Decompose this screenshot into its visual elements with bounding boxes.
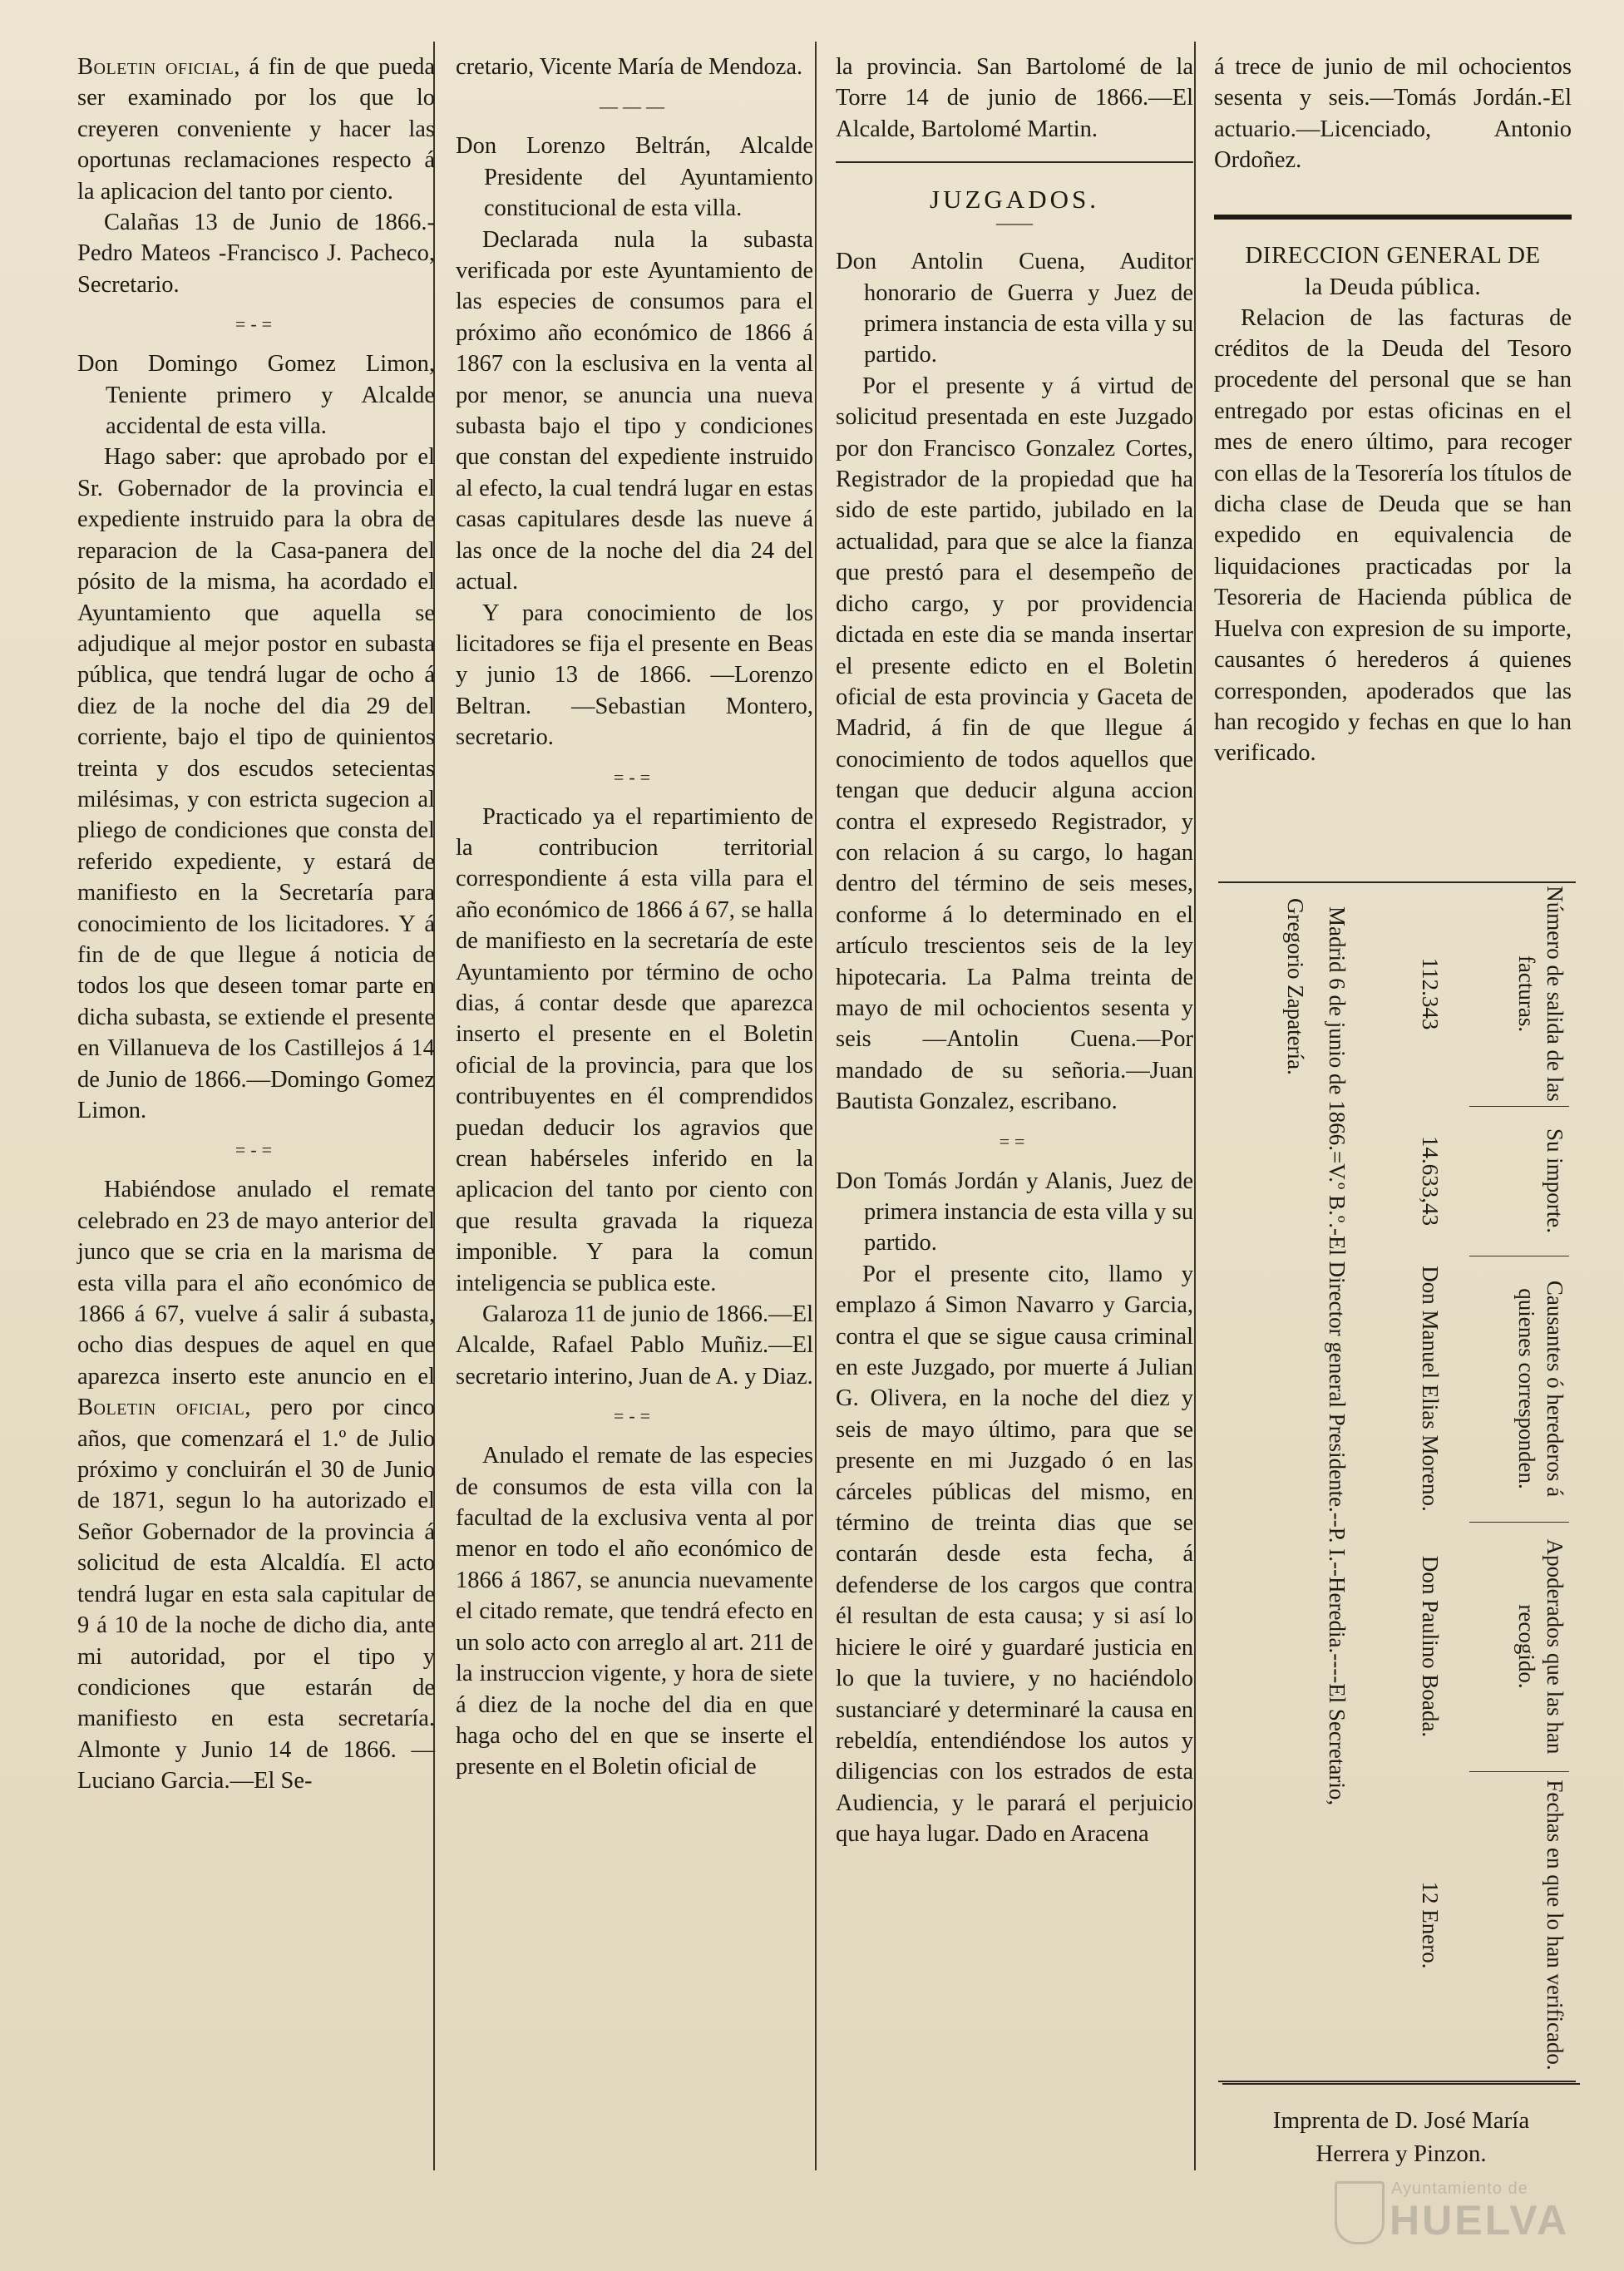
article-text: Practicado ya el repartimiento de la contribucion territorial correspondiente á esta villa para el año económico de 1866 á 67, se halla de manifiesto en la secretaría de este Ayuntamiento por término de ocho dias, á contar desde que aparezca inserto el presente en el Boletin oficial de la provincia, para que los contribuyentes en él comprendidos puedan deducir los agravios que crean habérseles inferido en la aplicacion del tanto por ciento con que resulta gravada la riqueza imponible. Y para la comun inteligencia se publica este. [456,803,813,1296]
separator: == [999,1130,1030,1152]
printer-imprint [1222,2104,1580,2170]
article-text: cretario, Vicente María de Mendoza. [456,54,803,80]
article-text: Habiéndose anulado el remate celebrado en 23 de mayo anterior del junco que se cria en la marisma de esta villa para el año económico de 1866 á 67, vuelve á salir á subasta, ocho dias despues de aquel en que aparezca inserto este anuncio en el [77,1177,435,1390]
column-2 [456,52,813,1783]
watermark-main-text: HUELVA [1390,2197,1570,2244]
section-subheading: la Deuda pública. [1304,273,1482,300]
separator: =-= [234,313,278,335]
boletin-oficial-label: Boletin oficial [77,1395,245,1421]
table-header-fechas: Fechas en que lo han verificado. [1543,1780,1567,2071]
table-cell-fecha: 12 Enero. [1418,1881,1443,1969]
separator: =-= [234,1139,278,1161]
table-cell-importe: 14.633,43 [1418,1136,1443,1226]
divider [1222,2083,1580,2085]
facturas-table [1218,881,1576,2079]
article-heading: Don Tomás Jordán y Alanis, Juez de primera instancia de esta villa y su partido. [836,1168,1193,1256]
article-text: Por el presente y á virtud de solicitud presentada en este Juzgado por don Francisco Gonzalez Cortes, Registrador de la propiedad que ha sido de este partido, jubilado en la actualidad, para que se alce la fianza que prestó para el desempeño de dicho cargo, y por providencia dictada en este dia se manda insertar el presente edicto en el Boletin oficial de esta provincia y Gaceta de Madrid, á fin de que llegue á conocimiento de todos aquellos que tengan que deducir alguna accion contra el expresedo Registrador, y con relacion á su cargo, lo hagan dentro del término de seis meses, conforme á lo determinado en el artículo trescientos seis de la ley hipotecaria. La Palma treinta de mayo de mil ochocientos sesenta y seis —Antolin Cuena.—Por mandado de su señoria.—Juan Bautista Gonzalez, escribano. [836,373,1193,1115]
table-header-causantes: Causantes ó herederos á quienes corresponden. [1469,1256,1569,1523]
column-4 [1214,52,1572,769]
column-1 [77,52,435,1797]
divider [836,161,1193,163]
article-text: Y para conocimiento de los licitadores se fija el presente en Beas y junio 13 de 1866. —Lorenzo Beltran. —Sebastian Montero, secretario. [456,600,813,751]
article-signature: Galaroza 11 de junio de 1866.—El Alcalde, Rafael Pablo Muñiz.—El secretario interino, Juan de A. y Diaz. [456,1301,813,1390]
article-text: , pero por cinco años, que comenzará el 1.º de Julio próximo y concluirán el 30 de Junio de 1871, segun lo ha autorizado el Señor Gobernador de la provincia á solicitud de esta Alcaldía. El acto tendrá lugar en esta sala capitular de 9 á 10 de la noche de dicho dia, ante mi autoridad, por el tipo y condiciones que estarán de manifiesto en esta secretaría. Almonte y Junio 14 de 1866. —Luciano Garcia.—El Se- [77,1395,435,1795]
section-heading-juzgados: JUZGADOS. [930,185,1099,215]
imprint-line: Herrera y Pinzon. [1315,2140,1487,2167]
article-text: Por el presente cito, llamo y emplazo á Simon Navarro y Garcia, contra el que se sigue causa criminal en este Juzgado, por muerte á Julian G. Olivera, en la noche del diez y seis de mayo último, para que se presente en mi Juzgado ó en las cárceles públicas del mismo, en término de treinta dias que se contarán desde esta fecha, á defenderse de los cargos que contra él resultan de esta causa; y si así lo hiciere le oiré y guardaré justicia en lo que la tuviere, y no haciéndolo sustanciaré y determinaré la causa en rebeldía, entendiéndose los autos y diligencias con los estrados de esta Audiencia, y le parará el perjuicio que haya lugar. Dado en Aracena [836,1261,1193,1848]
article-heading: Don Antolin Cuena, Auditor honorario de Guerra y Juez de primera instancia de esta villa y su partido. [836,249,1193,368]
article-heading: Don Domingo Gomez Limon, Teniente primero y Alcalde accidental de esta villa. [77,351,435,440]
separator: =-= [613,1405,656,1427]
article-calanas [77,52,435,207]
table-cell-numero: 112.343 [1418,957,1443,1030]
coat-of-arms-icon [1335,2181,1385,2244]
table-header-apoderados: Apoderados que las han recogido. [1469,1522,1569,1772]
article-text: Anulado el remate de las especies de consumos de esta villa con la facultad de la exclusiva venta al por menor en todo el año económico de 1866 á 1867, se anuncia nuevamente el citado remate, que tendrá efecto en un solo acto con arreglo al art. 211 de la instruccion vigente, y hora de siete á diez de la noche del dia en que haga ocho del en que se inserte el presente en el Boletin oficial de [456,1443,813,1780]
article-text: Relacion de las facturas de créditos de la Deuda del Tesoro procedente del personal que se han entregado por estas oficinas en el mes de enero último, para recoger con ellas de la Tesorería los títulos de dicha clase de Deuda que se han expedido en equivalencia de liquidaciones practicadas por la Tesoreria de Hacienda pública de Huelva con expresion de su importe, causantes ó herederos á quienes corresponden, apoderados que las han recogido y fechas en que lo han verificado. [1214,304,1572,767]
imprint-line: Imprenta de D. José María [1272,2107,1530,2134]
article-signature: Calañas 13 de Junio de 1866.-Pedro Mateos -Francisco J. Pacheco, Secretario. [77,210,435,298]
article-text: á trece de junio de mil ochocientos sesenta y seis.—Tomás Jordán.-El actuario.—Licenciado, Antonio Ordoñez. [1214,54,1572,174]
table-cell-causante: Don Manuel Elias Moreno. [1418,1266,1443,1512]
article-text: la provincia. San Bartolomé de la Torre 14 de junio de 1866.—El Alcalde, Bartolomé Martin. [836,54,1193,142]
article-text: , á fin de que pueda ser examinado por los que lo creyeren conveniente y hacer las oportunas reclamaciones respecto á la aplicacion del tanto por ciento. [77,54,435,205]
article-heading: Don Lorenzo Beltrán, Alcalde Presidente del Ayuntamiento constitucional de esta villa. [456,133,813,222]
table-header-importe: Su importe. [1469,1106,1569,1256]
separator: =-= [613,766,656,787]
table-header-numero: Número de salida de las facturas. [1469,881,1569,1107]
table-footer: Madrid 6 de junio de 1866.=V.º B.º.-El Director general Presidente.--P. I.--Heredia.----El Secretario, [1325,906,1350,1806]
section-heading-deuda: DIRECCION GENERAL DE [1245,241,1541,269]
separator: —— [996,212,1033,234]
table-rotated-content [1218,881,1576,2079]
column-rule [815,42,817,2170]
article-text: Declarada nula la subasta verificada por este Ayuntamiento de las especies de consumos para el próximo año económico de 1866 á 1867 con la esclusiva en la venta al por menor, se anuncia una nueva subasta bajo el tipo y condiciones que constan del expediente instruido al efecto, la cual tendrá lugar en estas casas capitulares desde las nueve á las once de la noche del dia 24 del actual. [456,226,813,595]
column-rule [1194,42,1196,2170]
table-cell-apoderado: Don Paulino Boada. [1418,1555,1443,1738]
watermark-logo [1335,2175,1584,2249]
article-almonte [77,1174,435,1796]
separator: ——— [600,96,669,117]
watermark-top-text: Ayuntamiento de [1391,2180,1528,2198]
column-3 [836,52,1193,1850]
divider [1214,215,1572,220]
table-footer-secretary: Gregorio Zapatería. [1283,898,1308,1075]
boletin-oficial-label: Boletin oficial [77,54,234,80]
article-text: Hago saber: que aprobado por el Sr. Gobernador de la provincia el expediente instruido para la obra de reparacion de la Casa-panera del pósito de la misma, ha acordado el Ayuntamiento que aquella se adjudique al mejor postor en subasta pública, que tendrá lugar de ocho á diez de la noche del dia 29 del corriente, bajo el tipo de quinientos treinta y dos escudos setecientas milésimas, y con estricta sugecion al pliego de condiciones que consta del referido expediente, y estará de manifiesto en la Secretaría para conocimiento de los licitadores. Y á fin de de que llegue á noticia de todos los que deseen tomar parte en dicha subasta, se extiende el presente en Villanueva de los Castillejos á 14 de Junio de 1866.—Domingo Gomez Limon. [77,444,435,1123]
